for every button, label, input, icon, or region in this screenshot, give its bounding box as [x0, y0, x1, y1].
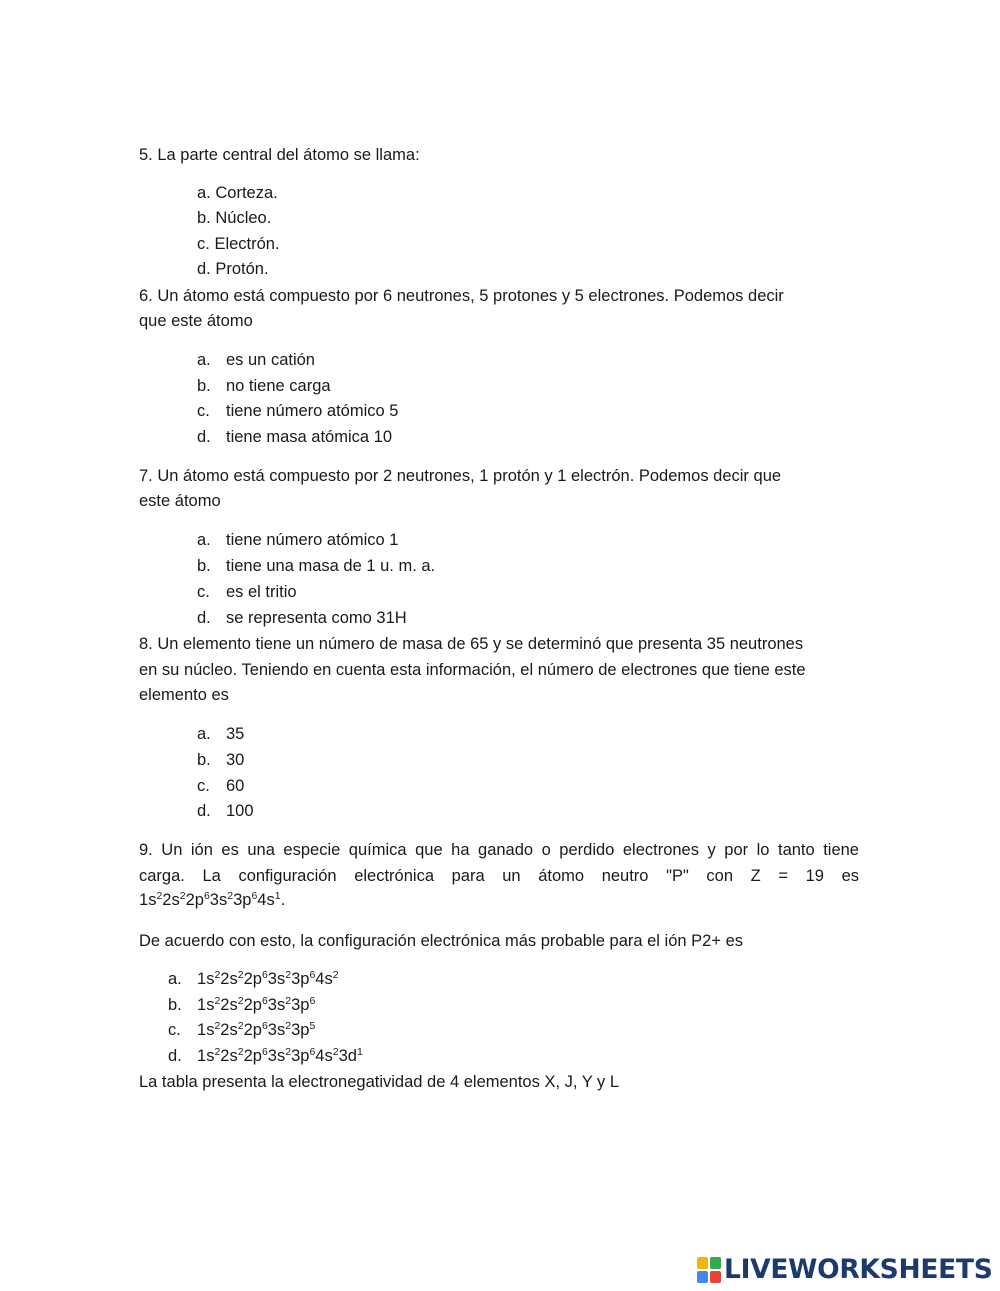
- q6-option-d[interactable]: d. tiene masa atómica 10: [197, 428, 393, 446]
- brand-text: LIVEWORKSHEETS: [724, 1254, 993, 1285]
- q9-option-d[interactable]: d. $1s^22s^22p^63s^23p^64s^23d^1$: [168, 1046, 363, 1065]
- q7-option-d[interactable]: d. se representa como 31H: [197, 609, 407, 627]
- q8-option-a[interactable]: a. 35: [197, 725, 245, 743]
- q5-option-d[interactable]: d. Protón.: [197, 260, 269, 278]
- q6-option-b[interactable]: b. no tiene carga: [197, 377, 331, 395]
- logo-square-3: [697, 1271, 708, 1283]
- question-8-line-2: en su núcleo. Teniendo en cuenta esta información, el número de electrones que tiene este: [139, 661, 806, 679]
- question-5-text: 5. La parte central del átomo se llama:: [139, 146, 420, 164]
- question-6-line-2: que este átomo: [139, 312, 253, 330]
- q8-option-b[interactable]: b. 30: [197, 751, 245, 769]
- q9-option-a[interactable]: a. $1s^22s^22p^63s^23p^64s^2$: [168, 969, 339, 988]
- logo-square-1: [697, 1257, 708, 1269]
- q6-option-a[interactable]: a. es un catión: [197, 351, 315, 369]
- logo-square-4: [710, 1271, 721, 1283]
- question-7-line-2: este átomo: [139, 492, 221, 510]
- logo-square-2: [710, 1257, 721, 1269]
- q9-option-b[interactable]: b. $1s^22s^22p^63s^23p^6$: [168, 995, 316, 1014]
- table-intro-text: La tabla presenta la electronegatividad de 4 elementos X, J, Y y L: [139, 1073, 620, 1091]
- question-8-line-1: 8. Un elemento tiene un número de masa de 65 y se determinó que presenta 35 neutrones: [139, 635, 804, 653]
- question-9-config: $1s^22s^22p^63s^23p^64s^1$.: [139, 890, 286, 909]
- question-9-line-1: 9. Un ión es una especie química que ha ganado o perdido electrones y por lo tanto tiene: [139, 841, 859, 859]
- q7-option-b[interactable]: b. tiene una masa de 1 u. m. a.: [197, 557, 436, 575]
- question-9-line-2: carga. La configuración electrónica para un átomo neutro "P" con Z = 19 es: [139, 867, 859, 885]
- question-8-line-3: elemento es: [139, 686, 229, 704]
- q8-option-d[interactable]: d. 100: [197, 802, 254, 820]
- question-9-prompt: De acuerdo con esto, la configuración electrónica más probable para el ión P2+ es: [139, 932, 743, 950]
- question-7-line-1: 7. Un átomo está compuesto por 2 neutrones, 1 protón y 1 electrón. Podemos decir que: [139, 467, 782, 485]
- q9-option-c[interactable]: c. $1s^22s^22p^63s^23p^5$: [168, 1020, 316, 1039]
- q8-option-c[interactable]: c. 60: [197, 777, 245, 795]
- q5-option-a[interactable]: a. Corteza.: [197, 184, 278, 202]
- q5-option-c[interactable]: c. Electrón.: [197, 235, 280, 253]
- liveworksheets-brand: [697, 1255, 993, 1285]
- q7-option-a[interactable]: a. tiene número atómico 1: [197, 531, 399, 549]
- question-6-line-1: 6. Un átomo está compuesto por 6 neutrones, 5 protones y 5 electrones. Podemos decir: [139, 287, 784, 305]
- q7-option-c[interactable]: c. es el tritio: [197, 583, 297, 601]
- q6-option-c[interactable]: c. tiene número atómico 5: [197, 402, 399, 420]
- liveworksheets-logo-icon: [697, 1257, 721, 1283]
- q5-option-b[interactable]: b. Núcleo.: [197, 209, 272, 227]
